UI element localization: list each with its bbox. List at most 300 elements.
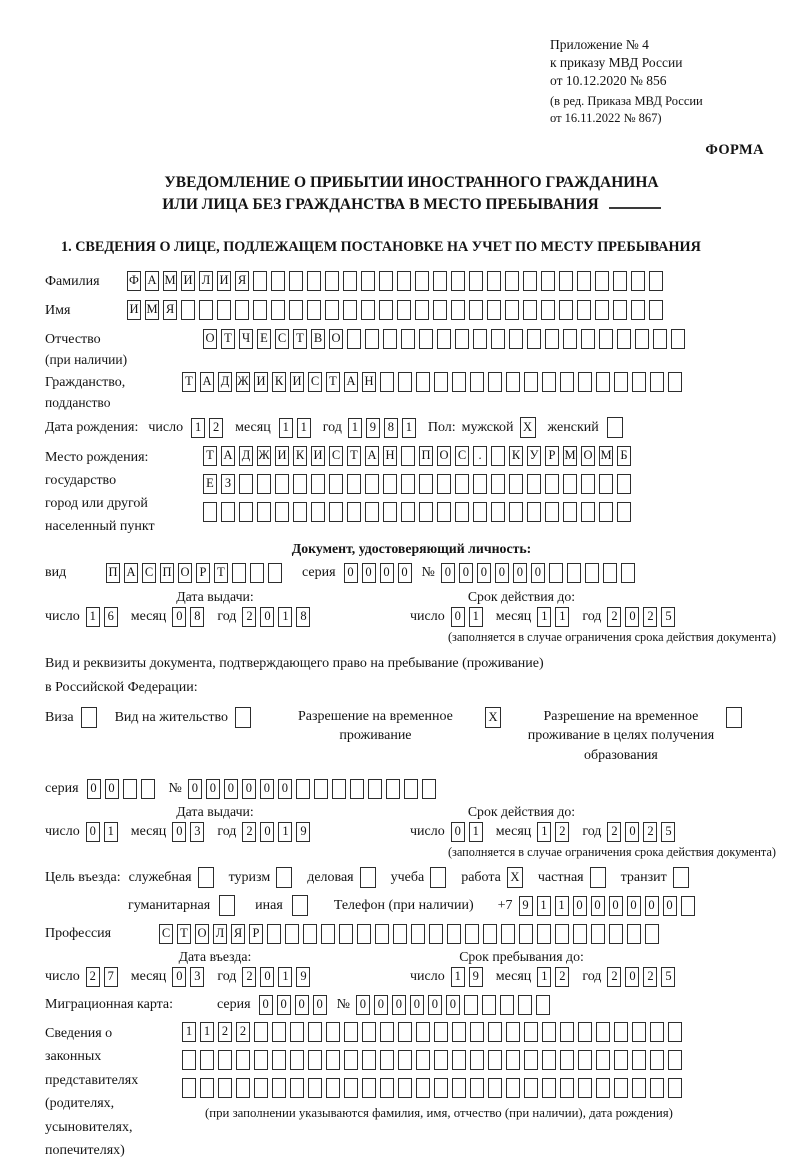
- char-box[interactable]: [488, 1078, 502, 1098]
- char-box[interactable]: 0: [428, 995, 442, 1015]
- patronymic-boxes[interactable]: [203, 329, 689, 349]
- char-box[interactable]: Е: [257, 329, 271, 349]
- char-box[interactable]: [524, 1050, 538, 1070]
- char-box[interactable]: [254, 1022, 268, 1042]
- char-box[interactable]: М: [599, 446, 613, 466]
- char-box[interactable]: [275, 502, 289, 522]
- birthdate-month-boxes[interactable]: [279, 418, 315, 438]
- char-box[interactable]: [596, 1078, 610, 1098]
- char-box[interactable]: 0: [260, 967, 274, 987]
- representatives-row-3[interactable]: [182, 1078, 686, 1098]
- char-box[interactable]: Н: [362, 372, 376, 392]
- char-box[interactable]: [560, 1022, 574, 1042]
- char-box[interactable]: 0: [206, 779, 220, 799]
- char-box[interactable]: 1: [278, 607, 292, 627]
- char-box[interactable]: [398, 1078, 412, 1098]
- char-box[interactable]: П: [419, 446, 433, 466]
- identity-number-boxes[interactable]: [441, 563, 639, 583]
- char-box[interactable]: [614, 1050, 628, 1070]
- char-box[interactable]: Я: [163, 300, 177, 320]
- char-box[interactable]: [393, 924, 407, 944]
- char-box[interactable]: [506, 1078, 520, 1098]
- char-box[interactable]: [614, 1078, 628, 1098]
- char-box[interactable]: [577, 271, 591, 291]
- residence-expiry-month-boxes[interactable]: [537, 822, 573, 842]
- char-box[interactable]: [361, 300, 375, 320]
- char-box[interactable]: [491, 329, 505, 349]
- char-box[interactable]: [614, 1022, 628, 1042]
- char-box[interactable]: 9: [366, 418, 380, 438]
- char-box[interactable]: [271, 271, 285, 291]
- char-box[interactable]: [632, 372, 646, 392]
- char-box[interactable]: 9: [519, 896, 533, 916]
- char-box[interactable]: [398, 1022, 412, 1042]
- char-box[interactable]: [267, 924, 281, 944]
- char-box[interactable]: Н: [383, 446, 397, 466]
- char-box[interactable]: [591, 924, 605, 944]
- char-box[interactable]: 0: [573, 896, 587, 916]
- char-box[interactable]: [505, 271, 519, 291]
- char-box[interactable]: Т: [203, 446, 217, 466]
- char-box[interactable]: Ф: [127, 271, 141, 291]
- birthdate-day-boxes[interactable]: [191, 418, 227, 438]
- char-box[interactable]: [653, 329, 667, 349]
- identity-expiry-day-boxes[interactable]: [451, 607, 487, 627]
- char-box[interactable]: [141, 779, 155, 799]
- char-box[interactable]: М: [563, 446, 577, 466]
- char-box[interactable]: [254, 1078, 268, 1098]
- char-box[interactable]: [308, 1022, 322, 1042]
- char-box[interactable]: [419, 474, 433, 494]
- char-box[interactable]: А: [124, 563, 138, 583]
- char-box[interactable]: [567, 563, 581, 583]
- char-box[interactable]: 0: [627, 896, 641, 916]
- char-box[interactable]: А: [200, 372, 214, 392]
- char-box[interactable]: [325, 271, 339, 291]
- purpose-private-checkbox[interactable]: [590, 867, 610, 888]
- identity-issue-month-boxes[interactable]: [172, 607, 208, 627]
- char-box[interactable]: [276, 867, 292, 888]
- char-box[interactable]: [416, 372, 430, 392]
- char-box[interactable]: [239, 474, 253, 494]
- char-box[interactable]: Б: [617, 446, 631, 466]
- char-box[interactable]: Т: [326, 372, 340, 392]
- char-box[interactable]: 2: [242, 822, 256, 842]
- char-box[interactable]: 1: [451, 967, 465, 987]
- char-box[interactable]: О: [329, 329, 343, 349]
- char-box[interactable]: [487, 271, 501, 291]
- char-box[interactable]: [422, 779, 436, 799]
- char-box[interactable]: [596, 1050, 610, 1070]
- char-box[interactable]: [668, 372, 682, 392]
- char-box[interactable]: 0: [277, 995, 291, 1015]
- char-box[interactable]: [518, 995, 532, 1015]
- char-box[interactable]: [383, 502, 397, 522]
- char-box[interactable]: [452, 1022, 466, 1042]
- char-box[interactable]: З: [221, 474, 235, 494]
- char-box[interactable]: 2: [209, 418, 223, 438]
- char-box[interactable]: [347, 502, 361, 522]
- char-box[interactable]: [617, 502, 631, 522]
- char-box[interactable]: [321, 924, 335, 944]
- char-box[interactable]: [379, 271, 393, 291]
- char-box[interactable]: 2: [242, 607, 256, 627]
- char-box[interactable]: [257, 474, 271, 494]
- char-box[interactable]: [524, 1078, 538, 1098]
- char-box[interactable]: [509, 329, 523, 349]
- char-box[interactable]: 0: [380, 563, 394, 583]
- char-box[interactable]: [344, 1078, 358, 1098]
- char-box[interactable]: [542, 1050, 556, 1070]
- char-box[interactable]: 0: [172, 967, 186, 987]
- char-box[interactable]: [549, 563, 563, 583]
- char-box[interactable]: [519, 924, 533, 944]
- purpose-other-checkbox[interactable]: [292, 895, 312, 916]
- sex-male-checkbox[interactable]: [520, 417, 540, 438]
- char-box[interactable]: И: [254, 372, 268, 392]
- char-box[interactable]: Я: [235, 271, 249, 291]
- char-box[interactable]: И: [311, 446, 325, 466]
- temp-residence-checkbox[interactable]: [485, 707, 505, 728]
- char-box[interactable]: [609, 924, 623, 944]
- char-box[interactable]: [311, 502, 325, 522]
- char-box[interactable]: [398, 372, 412, 392]
- char-box[interactable]: [578, 1022, 592, 1042]
- char-box[interactable]: 1: [200, 1022, 214, 1042]
- char-box[interactable]: 0: [86, 822, 100, 842]
- char-box[interactable]: [621, 563, 635, 583]
- char-box[interactable]: [563, 502, 577, 522]
- char-box[interactable]: [509, 474, 523, 494]
- char-box[interactable]: [285, 924, 299, 944]
- entry-day-boxes[interactable]: [86, 967, 122, 987]
- migration-number-boxes[interactable]: [356, 995, 554, 1015]
- char-box[interactable]: [430, 867, 446, 888]
- stay-year-boxes[interactable]: [607, 967, 679, 987]
- char-box[interactable]: [491, 502, 505, 522]
- char-box[interactable]: [555, 924, 569, 944]
- char-box[interactable]: [383, 474, 397, 494]
- char-box[interactable]: [289, 300, 303, 320]
- visa-checkbox[interactable]: [81, 707, 101, 728]
- birthplace-row-1[interactable]: [203, 446, 635, 466]
- char-box[interactable]: [632, 1078, 646, 1098]
- char-box[interactable]: Л: [213, 924, 227, 944]
- char-box[interactable]: [542, 372, 556, 392]
- char-box[interactable]: [451, 271, 465, 291]
- char-box[interactable]: [470, 1050, 484, 1070]
- char-box[interactable]: 2: [242, 967, 256, 987]
- char-box[interactable]: М: [145, 300, 159, 320]
- char-box[interactable]: 0: [625, 967, 639, 987]
- char-box[interactable]: [650, 1022, 664, 1042]
- char-box[interactable]: 0: [451, 822, 465, 842]
- char-box[interactable]: 8: [190, 607, 204, 627]
- char-box[interactable]: [488, 372, 502, 392]
- char-box[interactable]: [198, 867, 214, 888]
- char-box[interactable]: У: [527, 446, 541, 466]
- char-box[interactable]: Л: [199, 271, 213, 291]
- char-box[interactable]: [632, 1022, 646, 1042]
- char-box[interactable]: [455, 474, 469, 494]
- char-box[interactable]: 1: [537, 822, 551, 842]
- char-box[interactable]: [235, 300, 249, 320]
- char-box[interactable]: 0: [188, 779, 202, 799]
- char-box[interactable]: [200, 1050, 214, 1070]
- char-box[interactable]: [578, 1050, 592, 1070]
- char-box[interactable]: [599, 502, 613, 522]
- char-box[interactable]: [311, 474, 325, 494]
- char-box[interactable]: [596, 1022, 610, 1042]
- char-box[interactable]: [668, 1078, 682, 1098]
- char-box[interactable]: [218, 1050, 232, 1070]
- char-box[interactable]: Т: [214, 563, 228, 583]
- char-box[interactable]: [375, 924, 389, 944]
- char-box[interactable]: 5: [661, 822, 675, 842]
- char-box[interactable]: [631, 271, 645, 291]
- char-box[interactable]: А: [221, 446, 235, 466]
- char-box[interactable]: 0: [451, 607, 465, 627]
- char-box[interactable]: [434, 1078, 448, 1098]
- residence-issue-day-boxes[interactable]: [86, 822, 122, 842]
- char-box[interactable]: 0: [224, 779, 238, 799]
- char-box[interactable]: [482, 995, 496, 1015]
- char-box[interactable]: [81, 707, 97, 728]
- char-box[interactable]: 0: [459, 563, 473, 583]
- char-box[interactable]: [350, 779, 364, 799]
- char-box[interactable]: [524, 1022, 538, 1042]
- char-box[interactable]: [631, 300, 645, 320]
- char-box[interactable]: К: [509, 446, 523, 466]
- birthplace-row-2[interactable]: [203, 474, 635, 494]
- char-box[interactable]: 1: [537, 896, 551, 916]
- char-box[interactable]: [523, 300, 537, 320]
- char-box[interactable]: [437, 502, 451, 522]
- char-box[interactable]: [545, 502, 559, 522]
- residence-number-boxes[interactable]: [188, 779, 440, 799]
- char-box[interactable]: [645, 924, 659, 944]
- char-box[interactable]: [536, 995, 550, 1015]
- char-box[interactable]: 1: [191, 418, 205, 438]
- surname-boxes[interactable]: [127, 271, 667, 291]
- purpose-work-checkbox[interactable]: [507, 867, 527, 888]
- char-box[interactable]: [469, 271, 483, 291]
- char-box[interactable]: [293, 502, 307, 522]
- char-box[interactable]: Ч: [239, 329, 253, 349]
- char-box[interactable]: 0: [278, 779, 292, 799]
- char-box[interactable]: 0: [344, 563, 358, 583]
- char-box[interactable]: [627, 924, 641, 944]
- char-box[interactable]: [254, 1050, 268, 1070]
- char-box[interactable]: [505, 300, 519, 320]
- char-box[interactable]: [614, 372, 628, 392]
- char-box[interactable]: [488, 1022, 502, 1042]
- char-box[interactable]: [362, 1078, 376, 1098]
- char-box[interactable]: 0: [313, 995, 327, 1015]
- char-box[interactable]: 0: [260, 779, 274, 799]
- char-box[interactable]: 2: [236, 1022, 250, 1042]
- char-box[interactable]: [578, 372, 592, 392]
- identity-kind-boxes[interactable]: [106, 563, 286, 583]
- char-box[interactable]: [452, 372, 466, 392]
- char-box[interactable]: [218, 1078, 232, 1098]
- char-box[interactable]: [673, 867, 689, 888]
- char-box[interactable]: Ж: [236, 372, 250, 392]
- firstname-boxes[interactable]: [127, 300, 667, 320]
- citizenship-boxes[interactable]: [182, 372, 686, 392]
- profession-boxes[interactable]: [159, 924, 663, 944]
- char-box[interactable]: Д: [218, 372, 232, 392]
- char-box[interactable]: [681, 896, 695, 916]
- char-box[interactable]: [380, 1022, 394, 1042]
- char-box[interactable]: 0: [495, 563, 509, 583]
- char-box[interactable]: 1: [555, 607, 569, 627]
- char-box[interactable]: [524, 372, 538, 392]
- char-box[interactable]: 0: [374, 995, 388, 1015]
- residence-expiry-day-boxes[interactable]: [451, 822, 487, 842]
- char-box[interactable]: [416, 1078, 430, 1098]
- char-box[interactable]: 0: [260, 607, 274, 627]
- char-box[interactable]: 2: [218, 1022, 232, 1042]
- char-box[interactable]: [501, 924, 515, 944]
- char-box[interactable]: [560, 1078, 574, 1098]
- char-box[interactable]: И: [275, 446, 289, 466]
- char-box[interactable]: [386, 779, 400, 799]
- char-box[interactable]: [411, 924, 425, 944]
- char-box[interactable]: 0: [259, 995, 273, 1015]
- char-box[interactable]: И: [127, 300, 141, 320]
- char-box[interactable]: Т: [177, 924, 191, 944]
- purpose-study-checkbox[interactable]: [430, 867, 450, 888]
- char-box[interactable]: М: [163, 271, 177, 291]
- char-box[interactable]: [199, 300, 213, 320]
- char-box[interactable]: [235, 707, 251, 728]
- char-box[interactable]: А: [344, 372, 358, 392]
- char-box[interactable]: [232, 563, 246, 583]
- char-box[interactable]: [221, 502, 235, 522]
- char-box[interactable]: [308, 1050, 322, 1070]
- char-box[interactable]: О: [195, 924, 209, 944]
- char-box[interactable]: [347, 329, 361, 349]
- char-box[interactable]: [560, 372, 574, 392]
- char-box[interactable]: 1: [279, 418, 293, 438]
- char-box[interactable]: [272, 1022, 286, 1042]
- char-box[interactable]: 0: [410, 995, 424, 1015]
- char-box[interactable]: [599, 329, 613, 349]
- char-box[interactable]: [326, 1078, 340, 1098]
- char-box[interactable]: [398, 1050, 412, 1070]
- char-box[interactable]: [452, 1050, 466, 1070]
- char-box[interactable]: 1: [469, 822, 483, 842]
- migration-series-boxes[interactable]: [259, 995, 331, 1015]
- purpose-transit-checkbox[interactable]: [673, 867, 693, 888]
- entry-year-boxes[interactable]: [242, 967, 314, 987]
- char-box[interactable]: [596, 372, 610, 392]
- char-box[interactable]: О: [437, 446, 451, 466]
- char-box[interactable]: О: [203, 329, 217, 349]
- char-box[interactable]: 0: [531, 563, 545, 583]
- identity-expiry-month-boxes[interactable]: [537, 607, 573, 627]
- char-box[interactable]: П: [160, 563, 174, 583]
- char-box[interactable]: [559, 271, 573, 291]
- char-box[interactable]: 0: [392, 995, 406, 1015]
- char-box[interactable]: 0: [477, 563, 491, 583]
- char-box[interactable]: [123, 779, 137, 799]
- char-box[interactable]: [671, 329, 685, 349]
- char-box[interactable]: [219, 895, 235, 916]
- char-box[interactable]: 0: [295, 995, 309, 1015]
- char-box[interactable]: [416, 1022, 430, 1042]
- char-box[interactable]: [268, 563, 282, 583]
- identity-issue-day-boxes[interactable]: [86, 607, 122, 627]
- identity-series-boxes[interactable]: [344, 563, 416, 583]
- char-box[interactable]: [509, 502, 523, 522]
- char-box[interactable]: [401, 446, 415, 466]
- char-box[interactable]: [360, 867, 376, 888]
- char-box[interactable]: И: [217, 271, 231, 291]
- char-box[interactable]: [506, 1050, 520, 1070]
- char-box[interactable]: Т: [347, 446, 361, 466]
- char-box[interactable]: 5: [661, 967, 675, 987]
- char-box[interactable]: [365, 329, 379, 349]
- char-box[interactable]: П: [106, 563, 120, 583]
- char-box[interactable]: [365, 474, 379, 494]
- char-box[interactable]: [380, 372, 394, 392]
- char-box[interactable]: 2: [607, 822, 621, 842]
- purpose-tourism-checkbox[interactable]: [276, 867, 296, 888]
- stay-day-boxes[interactable]: [451, 967, 487, 987]
- char-box[interactable]: [361, 271, 375, 291]
- sex-female-checkbox[interactable]: [607, 417, 627, 438]
- char-box[interactable]: 1: [537, 967, 551, 987]
- char-box[interactable]: [527, 329, 541, 349]
- char-box[interactable]: [613, 300, 627, 320]
- char-box[interactable]: 2: [643, 967, 657, 987]
- char-box[interactable]: [545, 474, 559, 494]
- char-box[interactable]: Р: [196, 563, 210, 583]
- char-box[interactable]: [433, 271, 447, 291]
- char-box[interactable]: [559, 300, 573, 320]
- char-box[interactable]: [541, 271, 555, 291]
- char-box[interactable]: Е: [203, 474, 217, 494]
- char-box[interactable]: [563, 329, 577, 349]
- char-box[interactable]: [617, 474, 631, 494]
- char-box[interactable]: [343, 271, 357, 291]
- char-box[interactable]: [595, 300, 609, 320]
- char-box[interactable]: [437, 474, 451, 494]
- char-box[interactable]: [339, 924, 353, 944]
- char-box[interactable]: [239, 502, 253, 522]
- phone-boxes[interactable]: [519, 896, 699, 916]
- char-box[interactable]: Т: [221, 329, 235, 349]
- char-box[interactable]: 1: [537, 607, 551, 627]
- char-box[interactable]: X: [520, 417, 536, 438]
- char-box[interactable]: 5: [661, 607, 675, 627]
- char-box[interactable]: [470, 372, 484, 392]
- char-box[interactable]: 8: [296, 607, 310, 627]
- char-box[interactable]: [523, 271, 537, 291]
- char-box[interactable]: [307, 300, 321, 320]
- char-box[interactable]: [487, 300, 501, 320]
- char-box[interactable]: [344, 1050, 358, 1070]
- char-box[interactable]: [362, 1022, 376, 1042]
- char-box[interactable]: [483, 924, 497, 944]
- char-box[interactable]: [649, 300, 663, 320]
- char-box[interactable]: .: [473, 446, 487, 466]
- char-box[interactable]: [329, 474, 343, 494]
- char-box[interactable]: [292, 895, 308, 916]
- char-box[interactable]: С: [159, 924, 173, 944]
